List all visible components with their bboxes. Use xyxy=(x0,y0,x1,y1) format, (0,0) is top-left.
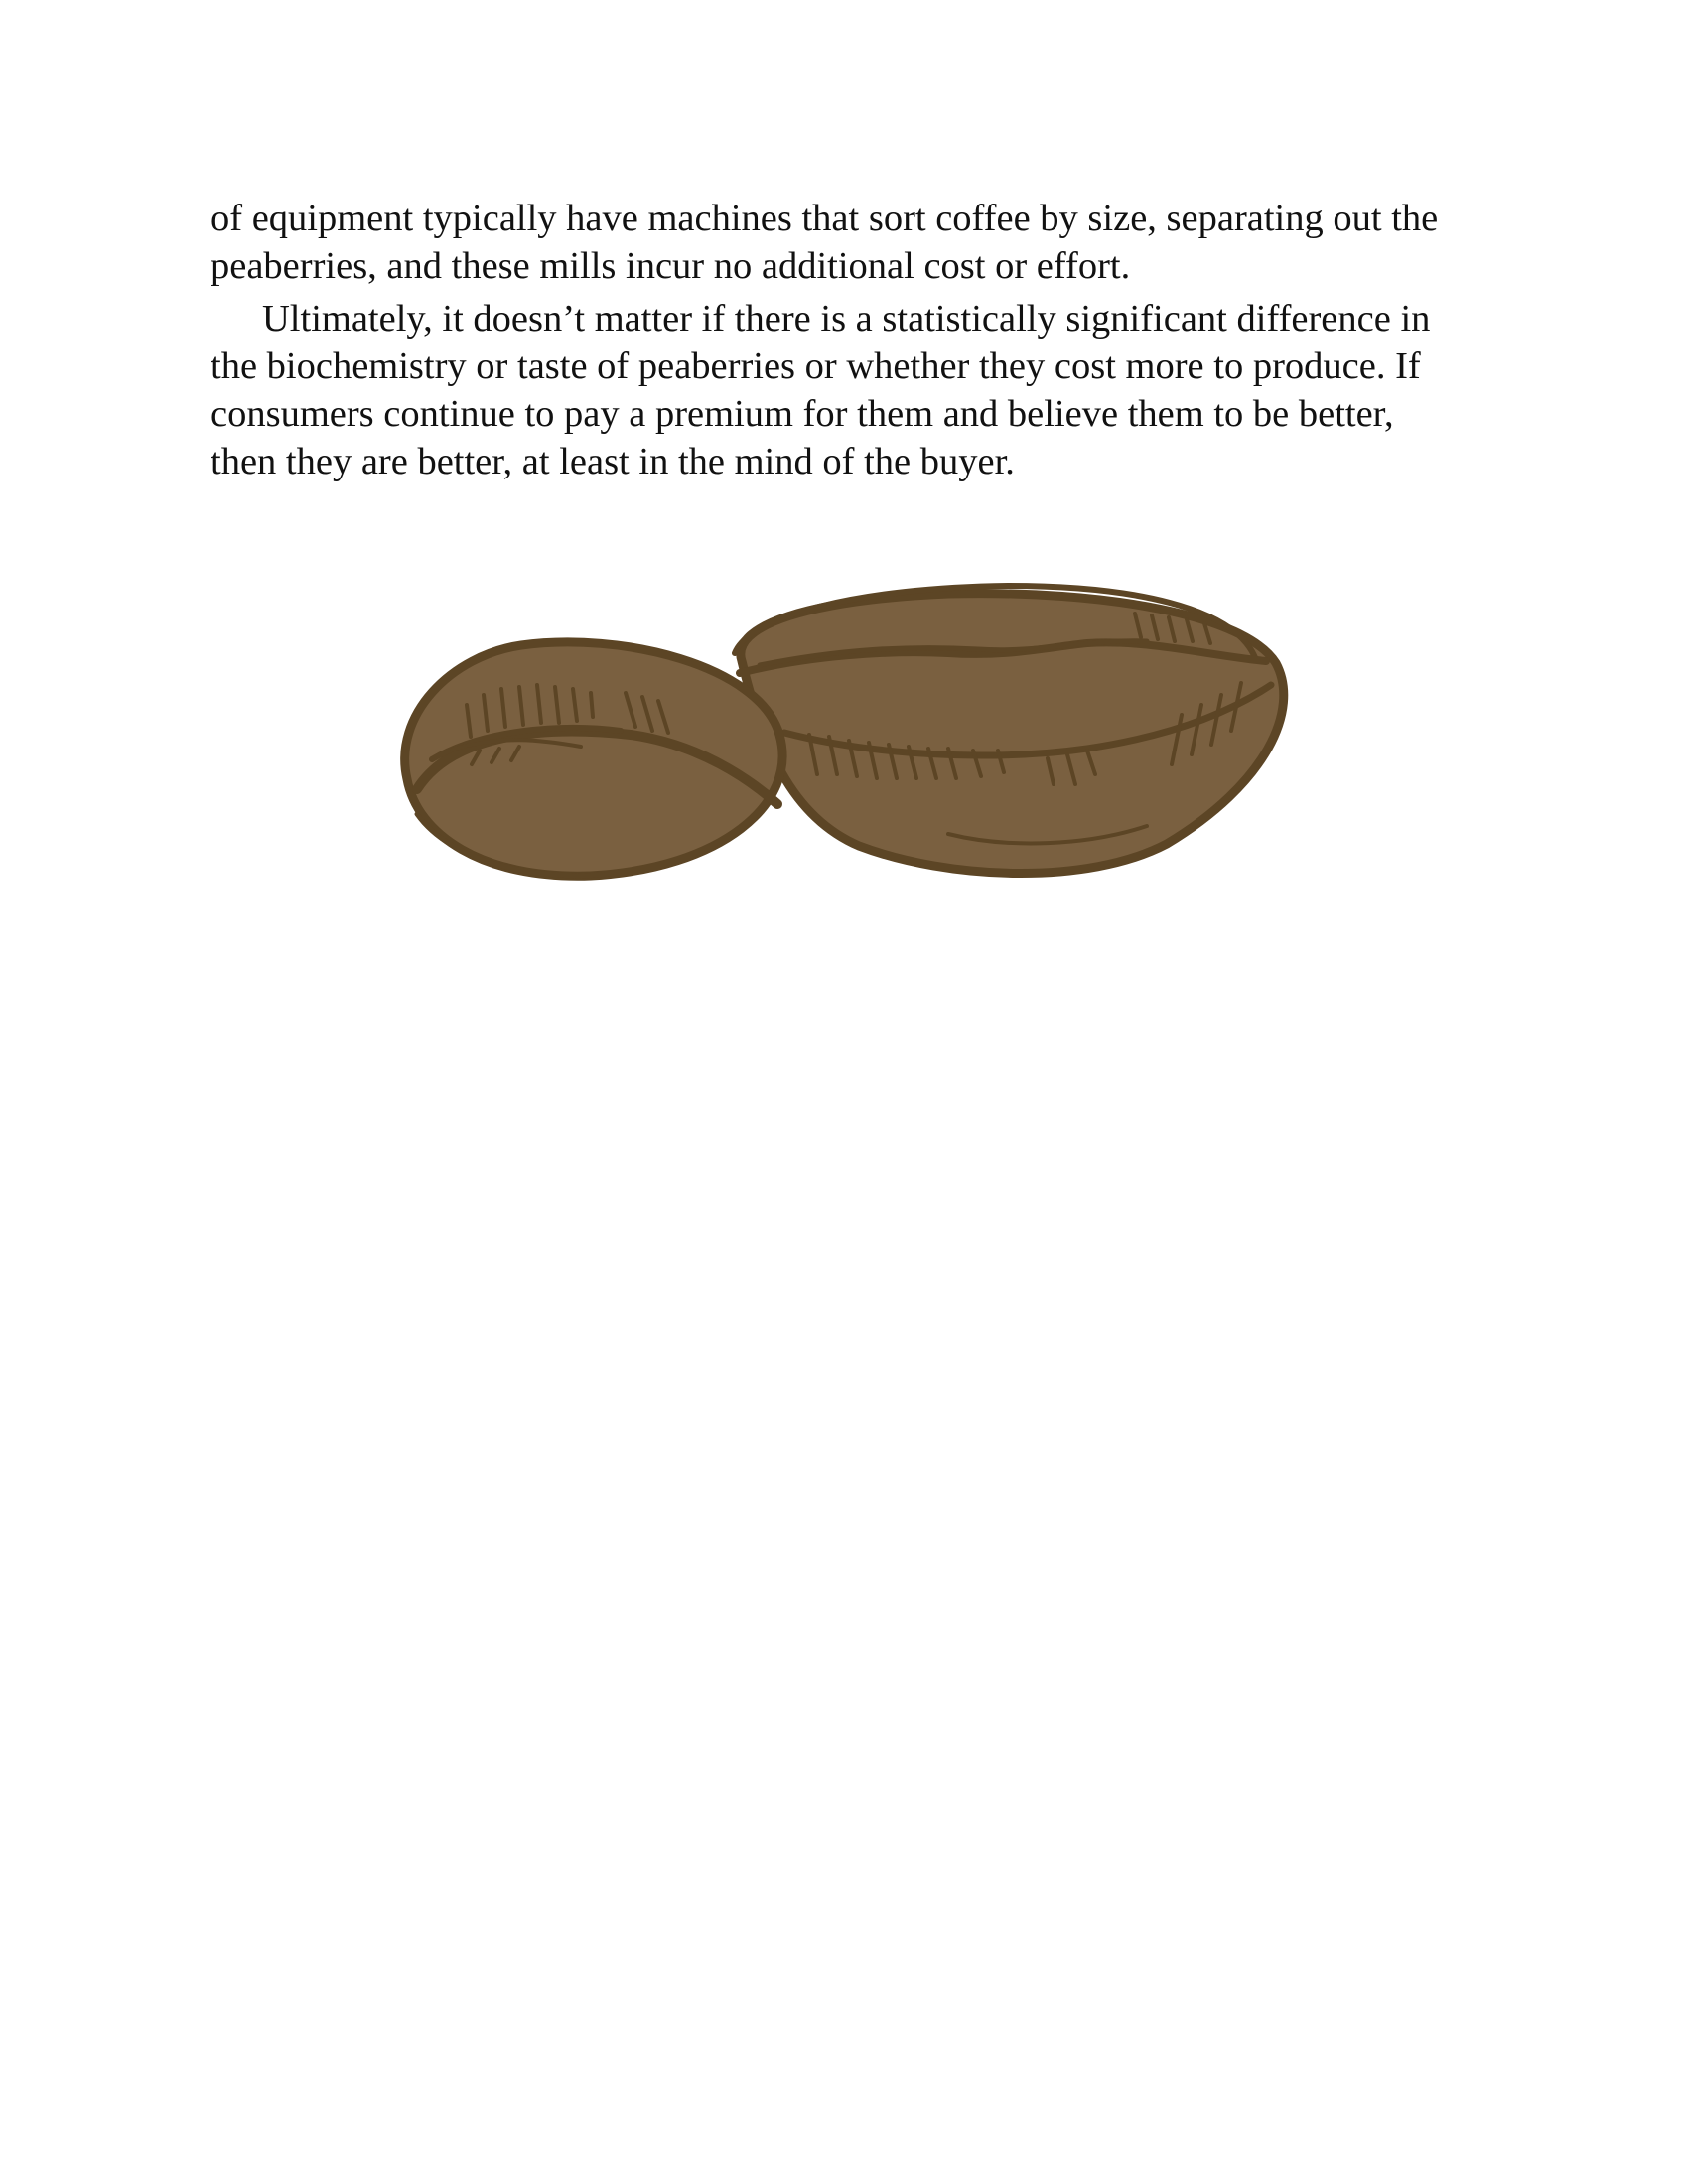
elongated-bean-icon xyxy=(735,586,1284,874)
coffee-beans-icon xyxy=(392,566,1301,938)
peaberry-bean-icon xyxy=(405,642,782,876)
paragraph-continuation: of equipment typically have machines that sort coffee by size, separating out the peaberries, and these mills incur no additional cost or effort. xyxy=(211,198,1439,287)
body-text xyxy=(211,195,1442,485)
paragraph-peaberry-premium: Ultimately, it doesn’t matter if there is a statistically significant difference in the biochemistry or taste of peaberries or whether they cost more to produce. If consumers continue to pay a premium for them and believe them to be better, then they are better, at least in the mind of the buyer. xyxy=(211,298,1431,482)
